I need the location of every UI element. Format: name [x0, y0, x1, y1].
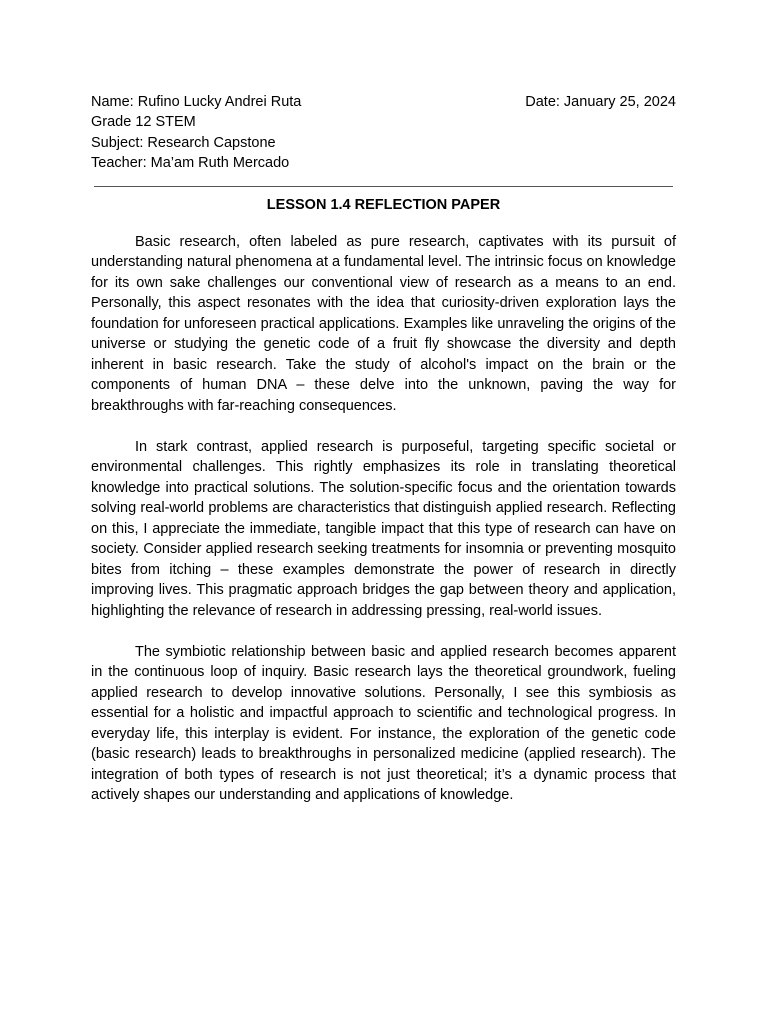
subject: Subject: Research Capstone	[91, 134, 276, 151]
document-title: LESSON 1.4 REFLECTION PAPER	[266, 196, 501, 213]
header-divider	[94, 186, 673, 187]
document-page	[91, 92, 676, 826]
paragraph-basic-research: Basic research, often labeled as pure research, captivates with its pursuit of understanding natural phenomena at a fundamental level. The intrinsic focus on knowledge for its own sake challenges our conventional view of research as a means to an end. Personally, this aspect resonates with the idea that curiosity-driven exploration lays the foundation for unforeseen practical applications. Examples like unraveling the origins of the universe or studying the genetic code of a fruit fly showcase the diversity and depth inherent in basic research. Take the study of alcohol's impact on the brain or the components of human DNA – these delve into the unknown, paving the way for breakthroughs with far-reaching consequences.	[91, 233, 676, 414]
teacher-name: Teacher: Ma’am Ruth Mercado	[91, 155, 290, 172]
grade-level: Grade 12 STEM	[91, 114, 196, 131]
document-header	[91, 92, 676, 174]
document-body	[91, 232, 676, 806]
student-name: Name: Rufino Lucky Andrei Ruta	[91, 94, 302, 110]
paragraph-symbiotic-relationship: The symbiotic relationship between basic and applied research becomes apparent in the continuous loop of inquiry. Basic research lays the theoretical groundwork, fueling applied research to develop innovative solutions. Personally, I see this symbiosis as essential for a holistic and impactful approach to scientific and technological progress. In everyday life, this interplay is evident. For instance, the exploration of the genetic code (basic research) leads to breakthroughs in personalized medicine (applied research). The integration of both types of research is not just theoretical; it’s a dynamic process that actively shapes our understanding and applications of knowledge.	[91, 643, 676, 804]
document-date: Date: January 25, 2024	[525, 94, 676, 110]
paragraph-applied-research: In stark contrast, applied research is purposeful, targeting specific societal or environmental challenges. This rightly emphasizes its role in translating theoretical knowledge into practical solutions. The solution-specific focus and the orientation towards solving real-world problems are characteristics that distinguish applied research. Reflecting on this, I appreciate the immediate, tangible impact that this type of research can have on society. Consider applied research seeking treatments for insomnia or preventing mosquito bites from itching – these examples demonstrate the power of research in directly improving lives. This pragmatic approach bridges the gap between theory and application, highlighting the relevance of research in addressing pressing, real-world issues.	[91, 438, 676, 619]
